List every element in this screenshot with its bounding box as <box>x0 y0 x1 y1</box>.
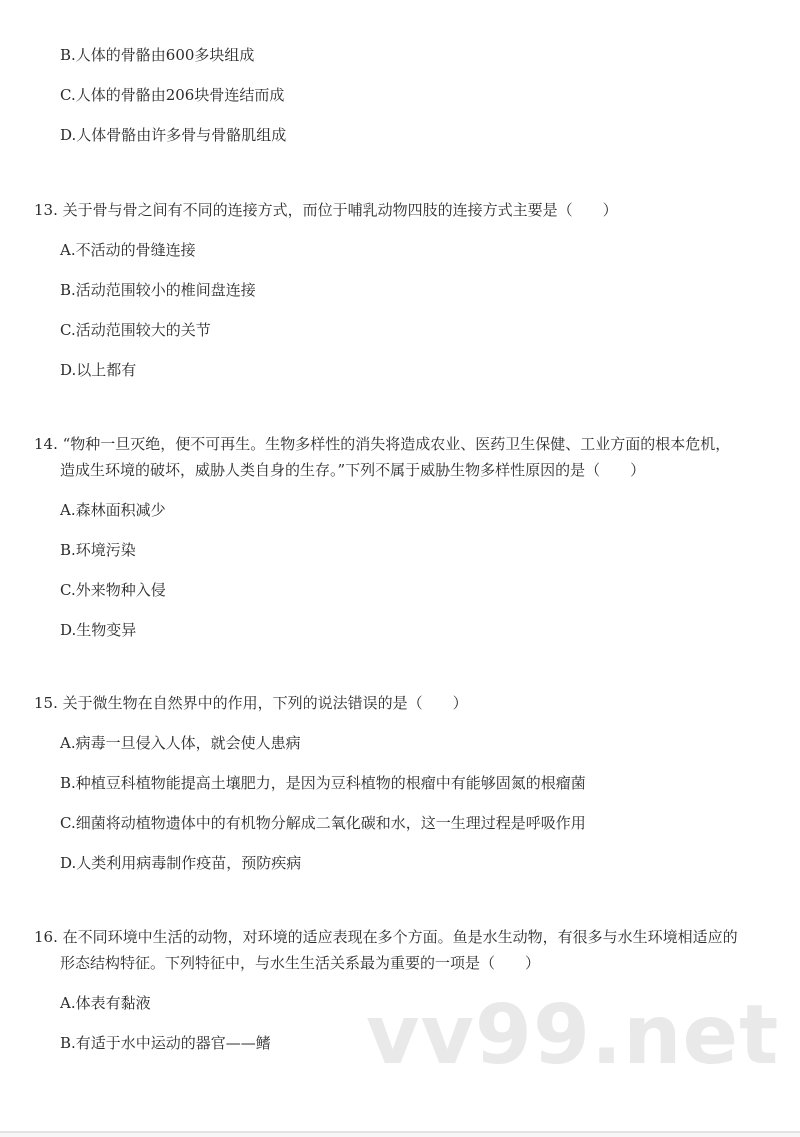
q16-option-a: A.体表有黏液 <box>60 994 151 1012</box>
q16-stem-line1: 16. 在不同环境中生活的动物，对环境的适应表现在多个方面。鱼是水生动物，有很多与水生环境相适应的 <box>34 928 738 946</box>
q15-option-c: C.细菌将动植物遗体中的有机物分解成二氧化碳和水，这一生理过程是呼吸作用 <box>60 814 586 832</box>
q14-option-a: A.森林面积减少 <box>60 501 166 519</box>
q13-option-d: D.以上都有 <box>60 361 137 379</box>
q15-option-a: A.病毒一旦侵入人体，就会使人患病 <box>60 734 301 752</box>
q15-option-d: D.人类利用病毒制作疫苗，预防疾病 <box>60 854 302 872</box>
q13-option-a: A.不活动的骨缝连接 <box>60 241 196 259</box>
watermark: vv99.net <box>366 988 780 1083</box>
q14-stem-line2: 造成生环境的破坏，威胁人类自身的生存。”下列不属于威胁生物多样性原因的是（ ） <box>60 461 646 479</box>
q13-option-b: B.活动范围较小的椎间盘连接 <box>60 281 256 299</box>
q16-option-b: B.有适于水中运动的器官——鳍 <box>60 1034 271 1052</box>
q16-stem-line2: 形态结构特征。下列特征中，与水生生活关系最为重要的一项是（ ） <box>60 954 541 972</box>
q14-option-d: D.生物变异 <box>60 621 137 639</box>
q12-option-d: D.人体骨骼由许多骨与骨骼肌组成 <box>60 126 287 144</box>
q15-stem: 15. 关于微生物在自然界中的作用，下列的说法错误的是（ ） <box>34 694 468 712</box>
q13-option-c: C.活动范围较大的关节 <box>60 321 211 339</box>
q13-stem: 13. 关于骨与骨之间有不同的连接方式，而位于哺乳动物四肢的连接方式主要是（ ） <box>34 201 618 219</box>
q12-option-b: B.人体的骨骼由600多块组成 <box>60 46 255 64</box>
q14-stem-line1: 14. “物种一旦灭绝，便不可再生。生物多样性的消失将造成农业、医药卫生保健、工业方面的根本危机， <box>34 435 731 453</box>
q15-option-b: B.种植豆科植物能提高土壤肥力，是因为豆科植物的根瘤中有能够固氮的根瘤菌 <box>60 774 586 792</box>
q14-option-c: C.外来物种入侵 <box>60 581 166 599</box>
q14-option-b: B.环境污染 <box>60 541 136 559</box>
q12-option-c: C.人体的骨骼由206块骨连结而成 <box>60 86 285 104</box>
